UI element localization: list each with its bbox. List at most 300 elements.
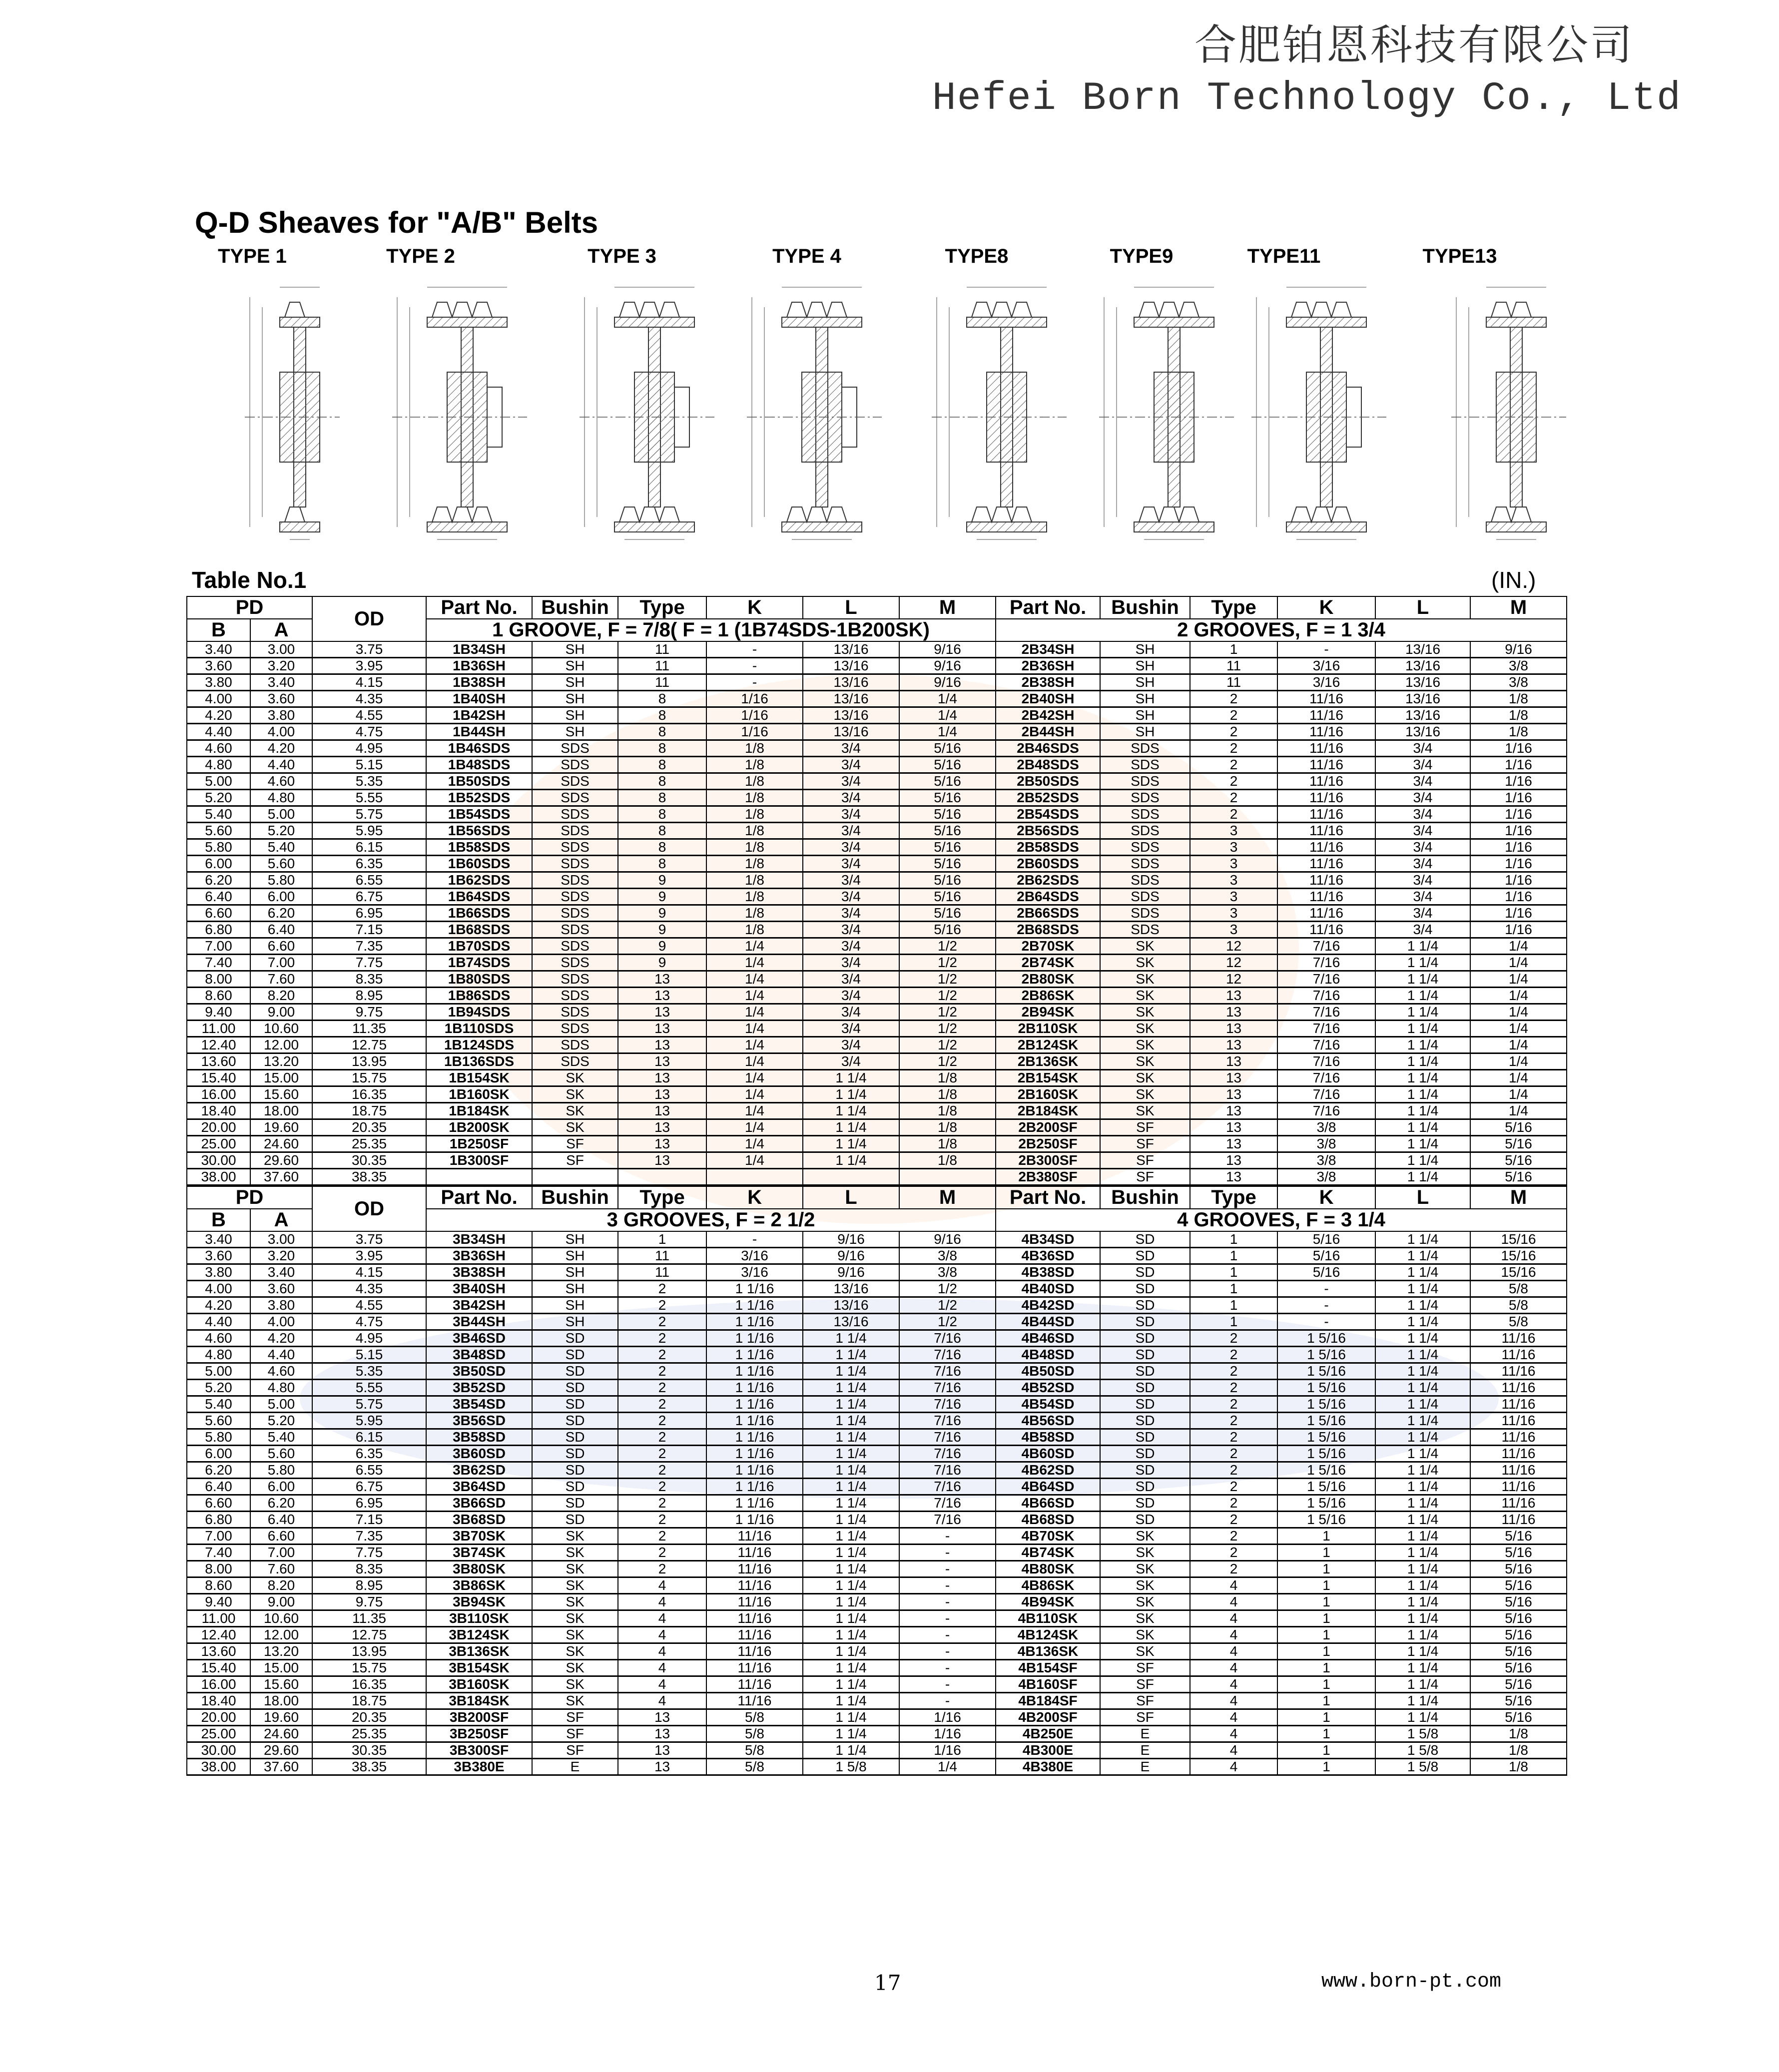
cell-part-no: 4B80SK <box>996 1561 1100 1577</box>
cell-od: 5.15 <box>312 1347 426 1363</box>
cell-part-no: 1B124SDS <box>426 1037 532 1053</box>
cell-l: 13/16 <box>803 1281 899 1297</box>
cell-m: 5/16 <box>899 872 996 889</box>
cell-pd-a: 6.20 <box>250 1495 312 1512</box>
cell-k: 7/16 <box>1277 971 1375 988</box>
cell-m: 3/8 <box>1470 674 1567 691</box>
cell-m: - <box>899 1545 996 1561</box>
cell-pd-b: 15.40 <box>187 1660 250 1676</box>
header-m: M <box>899 1186 996 1209</box>
cell-bushing: SD <box>532 1347 618 1363</box>
sheave-diagram-8 <box>1426 272 1576 552</box>
cell-part-no: 3B56SD <box>426 1413 532 1429</box>
cell-part-no: 3B46SD <box>426 1330 532 1347</box>
cell-bushing: SDS <box>532 955 618 971</box>
cell-type: 4 <box>1190 1610 1277 1627</box>
cell-m: 1/2 <box>899 988 996 1004</box>
table-row <box>187 1169 1567 1185</box>
cell-l: 1 1/4 <box>1375 1314 1470 1330</box>
cell-od: 16.35 <box>312 1676 426 1693</box>
cell-m: 11/16 <box>1470 1363 1567 1380</box>
cell-type: 4 <box>1190 1693 1277 1709</box>
cell-type: 2 <box>618 1479 706 1495</box>
cell-k: 1/8 <box>706 856 803 872</box>
cell-bushing: SH <box>1100 641 1190 658</box>
cell-k: 1 <box>1277 1693 1375 1709</box>
cell-od: 5.75 <box>312 1396 426 1413</box>
cell-l: 1 1/4 <box>1375 1528 1470 1545</box>
cell-m: 7/16 <box>899 1380 996 1396</box>
cell-part-no: 4B42SD <box>996 1297 1100 1314</box>
cell-bushing: SF <box>1100 1169 1190 1185</box>
cell-pd-b: 16.00 <box>187 1086 250 1103</box>
cell-type: 8 <box>618 691 706 707</box>
cell-part-no: 1B66SDS <box>426 905 532 922</box>
cell-k: 3/8 <box>1277 1136 1375 1152</box>
cell-pd-b: 38.00 <box>187 1169 250 1185</box>
cell-m: 7/16 <box>899 1446 996 1462</box>
cell-l: 1 1/4 <box>1375 1281 1470 1297</box>
cell-type: 2 <box>618 1396 706 1413</box>
cell-l: 3/4 <box>803 889 899 905</box>
cell-pd-a: 5.60 <box>250 1446 312 1462</box>
cell-m: 11/16 <box>1470 1396 1567 1413</box>
cell-l: 3/4 <box>1375 790 1470 806</box>
cell-m: 1/4 <box>1470 1053 1567 1070</box>
cell-bushing: E <box>1100 1759 1190 1775</box>
cell-l: 1 1/4 <box>803 1446 899 1462</box>
header-type: Type <box>1190 596 1277 619</box>
cell-m: 1/8 <box>1470 707 1567 724</box>
cell-pd-a: 4.40 <box>250 1347 312 1363</box>
table-row <box>187 658 1567 674</box>
cell-pd-a: 4.00 <box>250 1314 312 1330</box>
cell-l: 13/16 <box>803 691 899 707</box>
cell-part-no: 1B40SH <box>426 691 532 707</box>
cell-k: 1 5/16 <box>1277 1429 1375 1446</box>
cell-od: 13.95 <box>312 1053 426 1070</box>
cell-l: 1 1/4 <box>803 1462 899 1479</box>
cell-od: 6.15 <box>312 839 426 856</box>
cell-bushing: SD <box>1100 1462 1190 1479</box>
table-row <box>187 1446 1567 1462</box>
cell-m: 3/8 <box>899 1264 996 1281</box>
header-type: Type <box>618 1186 706 1209</box>
cell-k: 7/16 <box>1277 1004 1375 1021</box>
cell-l: 1 1/4 <box>1375 1610 1470 1627</box>
cell-od: 4.55 <box>312 1297 426 1314</box>
cell-od: 12.75 <box>312 1627 426 1643</box>
cell-k: 1/4 <box>706 988 803 1004</box>
cell-type: 8 <box>618 773 706 790</box>
cell-bushing: SDS <box>1100 905 1190 922</box>
cell-m: 1/2 <box>899 1314 996 1330</box>
sheave-table-3-4-grooves <box>186 1186 1567 1776</box>
cell-od: 6.75 <box>312 889 426 905</box>
cell-bushing: SH <box>1100 658 1190 674</box>
cell-k: 11/16 <box>1277 839 1375 856</box>
cell-m: 1/2 <box>899 1281 996 1297</box>
cell-type: 4 <box>1190 1709 1277 1726</box>
table-row <box>187 1086 1567 1103</box>
cell-l: 1 1/4 <box>803 1660 899 1676</box>
cell-m: 5/16 <box>1470 1627 1567 1643</box>
cell-l: 3/4 <box>1375 823 1470 839</box>
cell-l: 1 1/4 <box>1375 1709 1470 1726</box>
cell-pd-b: 6.60 <box>187 1495 250 1512</box>
cell-k: 1 1/16 <box>706 1479 803 1495</box>
table-row <box>187 1103 1567 1119</box>
header-b: B <box>187 619 250 641</box>
header-k: K <box>1277 1186 1375 1209</box>
cell-pd-b: 5.20 <box>187 790 250 806</box>
cell-l: 1 1/4 <box>803 1561 899 1577</box>
cell-bushing: SDS <box>1100 773 1190 790</box>
cell-pd-b: 6.60 <box>187 905 250 922</box>
cell-l: 1 1/4 <box>1375 1119 1470 1136</box>
cell-bushing: SD <box>1100 1495 1190 1512</box>
cell-type: 11 <box>618 658 706 674</box>
cell-bushing: SK <box>1100 1594 1190 1610</box>
cell-type: 2 <box>1190 1528 1277 1545</box>
cell-od: 4.15 <box>312 1264 426 1281</box>
cell-type: 13 <box>618 1709 706 1726</box>
cell-l: 1 1/4 <box>803 1594 899 1610</box>
cell-type: 2 <box>618 1413 706 1429</box>
cell-bushing: SD <box>532 1512 618 1528</box>
cell-m: 1/2 <box>899 1037 996 1053</box>
cell-bushing: SF <box>532 1136 618 1152</box>
cell-k: 1 1/16 <box>706 1429 803 1446</box>
cell-m: 5/16 <box>1470 1577 1567 1594</box>
cell-od: 5.15 <box>312 757 426 773</box>
cell-l: 1 1/4 <box>803 1742 899 1759</box>
cell-part-no: 2B66SDS <box>996 905 1100 922</box>
cell-m <box>899 1169 996 1185</box>
cell-m: 1/2 <box>899 1297 996 1314</box>
cell-pd-a: 7.00 <box>250 955 312 971</box>
cell-m: 1/4 <box>1470 955 1567 971</box>
cell-bushing: SH <box>1100 724 1190 740</box>
cell-pd-b: 5.60 <box>187 1413 250 1429</box>
cell-k: 1 1/16 <box>706 1380 803 1396</box>
cell-type: 13 <box>618 1119 706 1136</box>
cell-l: 3/4 <box>803 1004 899 1021</box>
cell-m: 1/4 <box>1470 1004 1567 1021</box>
cell-type: 2 <box>1190 1380 1277 1396</box>
cell-bushing: SDS <box>532 1053 618 1070</box>
cell-part-no: 1B42SH <box>426 707 532 724</box>
cell-pd-b: 30.00 <box>187 1152 250 1169</box>
cell-k: 5/16 <box>1277 1231 1375 1248</box>
cell-pd-b: 3.40 <box>187 1231 250 1248</box>
cell-bushing: SD <box>1100 1396 1190 1413</box>
cell-pd-a: 4.60 <box>250 773 312 790</box>
cell-k: 1 1/16 <box>706 1281 803 1297</box>
cell-od: 38.35 <box>312 1169 426 1185</box>
cell-type: 2 <box>1190 1561 1277 1577</box>
cell-part-no: 1B80SDS <box>426 971 532 988</box>
cell-l: 13/16 <box>803 1314 899 1330</box>
cell-m: 1/16 <box>1470 823 1567 839</box>
cell-bushing: SDS <box>1100 790 1190 806</box>
cell-pd-a: 5.20 <box>250 823 312 839</box>
cell-pd-a: 6.00 <box>250 1479 312 1495</box>
cell-od: 11.35 <box>312 1610 426 1627</box>
cell-pd-b: 4.00 <box>187 691 250 707</box>
page-number: 17 <box>874 1971 901 1995</box>
cell-type: 3 <box>1190 922 1277 938</box>
cell-pd-a: 3.00 <box>250 641 312 658</box>
cell-k: 1/8 <box>706 823 803 839</box>
cell-m: 5/16 <box>1470 1119 1567 1136</box>
cell-l: 1 1/4 <box>803 1413 899 1429</box>
table-row <box>187 889 1567 905</box>
cell-bushing: SDS <box>532 872 618 889</box>
cell-part-no: 1B38SH <box>426 674 532 691</box>
cell-l: 1 1/4 <box>1375 1264 1470 1281</box>
header-pd: PD <box>187 1186 312 1209</box>
cell-l: 1 1/4 <box>803 1709 899 1726</box>
cell-l: 3/4 <box>803 757 899 773</box>
cell-k: 1/8 <box>706 889 803 905</box>
cell-m: 7/16 <box>899 1495 996 1512</box>
cell-bushing: SK <box>1100 971 1190 988</box>
cell-type: 13 <box>618 1742 706 1759</box>
cell-type: 9 <box>618 872 706 889</box>
cell-part-no: 2B154SK <box>996 1070 1100 1086</box>
cell-pd-a: 3.60 <box>250 1281 312 1297</box>
cell-od: 3.95 <box>312 658 426 674</box>
cell-part-no: 3B184SK <box>426 1693 532 1709</box>
cell-m: 11/16 <box>1470 1429 1567 1446</box>
header-b: B <box>187 1209 250 1231</box>
table-row <box>187 823 1567 839</box>
cell-type: 2 <box>618 1561 706 1577</box>
cell-m: 1/8 <box>899 1103 996 1119</box>
cell-part-no: 2B58SDS <box>996 839 1100 856</box>
cell-part-no: 2B74SK <box>996 955 1100 971</box>
cell-m: 9/16 <box>899 674 996 691</box>
cell-part-no: 4B94SK <box>996 1594 1100 1610</box>
cell-k: 1/16 <box>706 691 803 707</box>
header-bushing: Bushin <box>1100 596 1190 619</box>
cell-bushing: SDS <box>532 757 618 773</box>
cell-type: 13 <box>618 1103 706 1119</box>
cell-od: 4.35 <box>312 691 426 707</box>
cell-part-no: 2B42SH <box>996 707 1100 724</box>
cell-k: 1 <box>1277 1726 1375 1742</box>
cell-l: 1 1/4 <box>803 1512 899 1528</box>
cell-k: 7/16 <box>1277 938 1375 955</box>
cell-bushing: SD <box>1100 1330 1190 1347</box>
cell-l: 1 5/8 <box>1375 1726 1470 1742</box>
cell-pd-b: 18.40 <box>187 1693 250 1709</box>
cell-od: 15.75 <box>312 1070 426 1086</box>
cell-m: 5/16 <box>1470 1561 1567 1577</box>
cell-bushing: SK <box>532 1561 618 1577</box>
cell-m: 9/16 <box>1470 641 1567 658</box>
cell-m: 1/16 <box>1470 872 1567 889</box>
cell-bushing: SF <box>1100 1709 1190 1726</box>
cell-l: 13/16 <box>803 1297 899 1314</box>
group-header-left: 1 GROOVE, F = 7/8( F = 1 (1B74SDS-1B200SK) <box>426 619 996 641</box>
cell-k: 1/16 <box>706 724 803 740</box>
cell-part-no: 2B200SF <box>996 1119 1100 1136</box>
cell-part-no: 1B94SDS <box>426 1004 532 1021</box>
cell-m: 1/16 <box>899 1709 996 1726</box>
cell-pd-b: 38.00 <box>187 1759 250 1775</box>
cell-pd-a: 12.00 <box>250 1627 312 1643</box>
cell-k: 3/16 <box>1277 674 1375 691</box>
cell-k: 1 5/16 <box>1277 1396 1375 1413</box>
cell-type: 8 <box>618 856 706 872</box>
cell-l: 3/4 <box>803 988 899 1004</box>
cell-part-no: 1B70SDS <box>426 938 532 955</box>
cell-pd-a: 13.20 <box>250 1053 312 1070</box>
cell-part-no: 2B300SF <box>996 1152 1100 1169</box>
sheave-diagram-3 <box>565 272 714 552</box>
cell-m: 1/4 <box>1470 988 1567 1004</box>
cell-part-no: 2B80SK <box>996 971 1100 988</box>
cell-bushing: SK <box>1100 955 1190 971</box>
cell-pd-a: 3.80 <box>250 1297 312 1314</box>
cell-k: - <box>1277 1281 1375 1297</box>
cell-m: 5/8 <box>1470 1297 1567 1314</box>
cell-part-no: 3B94SK <box>426 1594 532 1610</box>
cell-bushing: SH <box>532 641 618 658</box>
cell-k: 3/8 <box>1277 1169 1375 1185</box>
header-part: Part No. <box>996 1186 1100 1209</box>
cell-bushing: SH <box>532 1314 618 1330</box>
cell-type: 8 <box>618 707 706 724</box>
cell-k: - <box>1277 1297 1375 1314</box>
cell-part-no: 4B110SK <box>996 1610 1100 1627</box>
cell-type: 9 <box>618 905 706 922</box>
cell-type: 13 <box>1190 1152 1277 1169</box>
cell-k: 5/16 <box>1277 1248 1375 1264</box>
cell-m: 5/16 <box>899 856 996 872</box>
cell-od: 18.75 <box>312 1103 426 1119</box>
cell-k: 11/16 <box>706 1528 803 1545</box>
cell-type: 1 <box>1190 1314 1277 1330</box>
cell-bushing: SH <box>532 691 618 707</box>
cell-pd-a: 7.00 <box>250 1545 312 1561</box>
cell-k: 7/16 <box>1277 1021 1375 1037</box>
cell-part-no: 4B56SD <box>996 1413 1100 1429</box>
cell-l: 1 1/4 <box>1375 1643 1470 1660</box>
table-row <box>187 1627 1567 1643</box>
cell-k: 11/16 <box>706 1627 803 1643</box>
cell-l: 1 1/4 <box>1375 1676 1470 1693</box>
cell-part-no: 3B66SD <box>426 1495 532 1512</box>
cell-k: 7/16 <box>1277 1103 1375 1119</box>
cell-l: 3/4 <box>803 823 899 839</box>
cell-m: 1/16 <box>1470 806 1567 823</box>
cell-pd-b: 6.80 <box>187 1512 250 1528</box>
cell-od: 15.75 <box>312 1660 426 1676</box>
cell-bushing: SDS <box>532 922 618 938</box>
cell-l: 1 1/4 <box>1375 1297 1470 1314</box>
table-row <box>187 1643 1567 1660</box>
cell-type: 4 <box>618 1627 706 1643</box>
cell-part-no: 3B52SD <box>426 1380 532 1396</box>
cell-bushing: SDS <box>532 740 618 757</box>
table-row <box>187 1693 1567 1709</box>
table-row <box>187 1297 1567 1314</box>
cell-m: 1/8 <box>1470 1726 1567 1742</box>
cell-pd-a: 6.40 <box>250 1512 312 1528</box>
cell-type: 9 <box>618 889 706 905</box>
cell-l: 3/4 <box>1375 740 1470 757</box>
cell-bushing: SF <box>532 1709 618 1726</box>
cell-pd-a: 5.40 <box>250 839 312 856</box>
cell-k: 7/16 <box>1277 988 1375 1004</box>
cell-type: 13 <box>1190 988 1277 1004</box>
cell-l: 1 1/4 <box>1375 938 1470 955</box>
cell-m: 1/2 <box>899 1004 996 1021</box>
cell-type: 4 <box>618 1643 706 1660</box>
cell-part-no: 3B68SD <box>426 1512 532 1528</box>
cell-m: 1/16 <box>1470 740 1567 757</box>
cell-part-no: 1B58SDS <box>426 839 532 856</box>
cell-pd-a: 3.80 <box>250 707 312 724</box>
cell-type: 1 <box>1190 1248 1277 1264</box>
cell-pd-a: 4.80 <box>250 1380 312 1396</box>
cell-m: 11/16 <box>1470 1479 1567 1495</box>
cell-k: 1 1/16 <box>706 1297 803 1314</box>
cell-bushing: SK <box>1100 1070 1190 1086</box>
cell-k: 7/16 <box>1277 1070 1375 1086</box>
sheave-diagram-1 <box>210 272 360 552</box>
cell-pd-a: 12.00 <box>250 1037 312 1053</box>
cell-m: 5/16 <box>1470 1660 1567 1676</box>
cell-pd-a: 5.40 <box>250 1429 312 1446</box>
cell-m: 11/16 <box>1470 1462 1567 1479</box>
cell-pd-b: 6.20 <box>187 1462 250 1479</box>
cell-bushing: SK <box>532 1594 618 1610</box>
cell-pd-a: 3.40 <box>250 1264 312 1281</box>
cell-pd-a: 29.60 <box>250 1152 312 1169</box>
cell-part-no: 3B58SD <box>426 1429 532 1446</box>
table-row <box>187 1004 1567 1021</box>
table-row <box>187 1545 1567 1561</box>
cell-l: 1 1/4 <box>1375 1429 1470 1446</box>
cell-part-no: 2B160SK <box>996 1086 1100 1103</box>
cell-type: 1 <box>1190 1297 1277 1314</box>
cell-part-no: 4B64SD <box>996 1479 1100 1495</box>
cell-bushing: SK <box>1100 1577 1190 1594</box>
cell-m: 15/16 <box>1470 1231 1567 1248</box>
cell-l: 3/4 <box>803 790 899 806</box>
cell-l: 3/4 <box>803 1053 899 1070</box>
cell-pd-b: 8.00 <box>187 971 250 988</box>
cell-bushing: SF <box>1100 1660 1190 1676</box>
cell-part-no: 1B200SK <box>426 1119 532 1136</box>
cell-type: 8 <box>618 839 706 856</box>
cell-type: 4 <box>618 1577 706 1594</box>
cell-pd-a: 7.60 <box>250 971 312 988</box>
cell-part-no: 1B160SK <box>426 1086 532 1103</box>
cell-m: 1/2 <box>899 1021 996 1037</box>
header-k: K <box>706 1186 803 1209</box>
cell-k: 7/16 <box>1277 1037 1375 1053</box>
table-row <box>187 1248 1567 1264</box>
cell-type: 13 <box>1190 1004 1277 1021</box>
cell-m: - <box>899 1610 996 1627</box>
cell-bushing: E <box>1100 1742 1190 1759</box>
cell-m: 11/16 <box>1470 1446 1567 1462</box>
